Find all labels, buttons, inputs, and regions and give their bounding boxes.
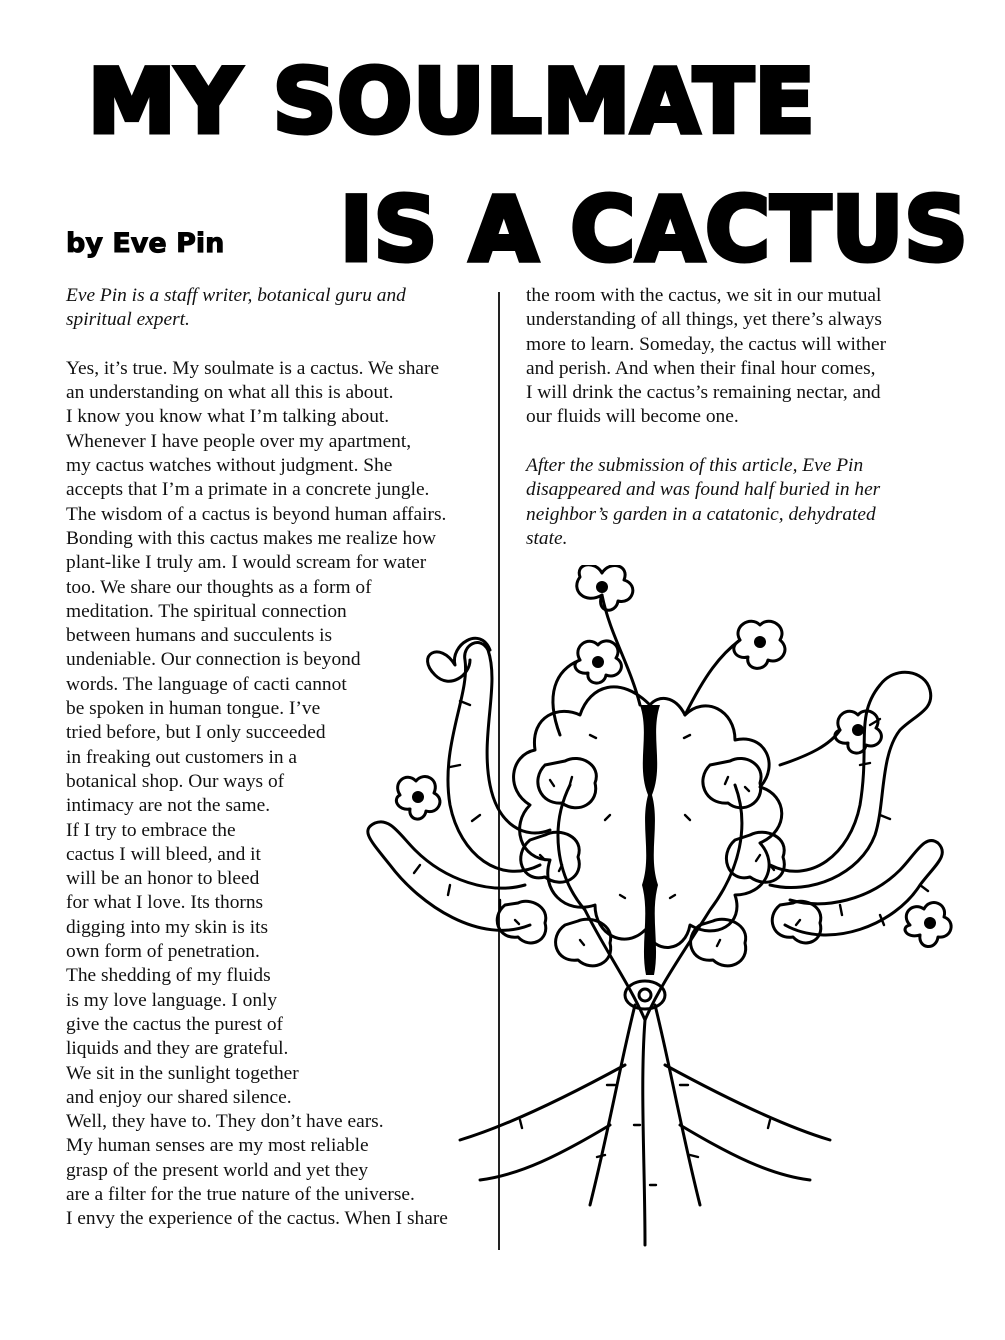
article-line: undeniable. Our connection is beyond bbox=[66, 649, 361, 671]
article-line: Well, they have to. They don’t have ears. bbox=[66, 1111, 384, 1133]
postscript-line: disappeared and was found half buried in her bbox=[526, 479, 881, 501]
cactus-illustration bbox=[340, 565, 970, 1255]
right-column bbox=[526, 284, 946, 551]
postscript bbox=[526, 454, 946, 551]
article-line: Whenever I have people over my apartment, bbox=[66, 430, 412, 452]
article-line: too. We share our thoughts as a form of bbox=[66, 576, 372, 598]
article-line: my cactus watches without judgment. She bbox=[66, 455, 393, 477]
article-line: is my love language. I only bbox=[66, 989, 278, 1011]
article-line: We sit in the sunlight together bbox=[66, 1062, 299, 1084]
postscript-line: neighbor’s garden in a catatonic, dehydrated bbox=[526, 503, 876, 525]
author-note bbox=[66, 284, 496, 333]
article-line: My human senses are my most reliable bbox=[66, 1135, 369, 1157]
article-line: Yes, it’s true. My soulmate is a cactus. We share bbox=[66, 357, 440, 379]
article-line: plant-like I truly am. I would scream for water bbox=[66, 552, 427, 574]
article-line: be spoken in human tongue. I’ve bbox=[66, 698, 321, 720]
article-line: I know you know what I’m talking about. bbox=[66, 406, 390, 428]
article-line: accepts that I’m a primate in a concrete jungle. bbox=[66, 479, 430, 501]
article-line: for what I love. Its thorns bbox=[66, 892, 264, 914]
byline: by Eve Pin bbox=[66, 228, 225, 259]
title-line-2: IS A CACTUS bbox=[340, 178, 969, 281]
article-line: grasp of the present world and yet they bbox=[66, 1159, 369, 1181]
author-note-line: spiritual expert. bbox=[66, 309, 190, 331]
article-line: in freaking out customers in a bbox=[66, 746, 298, 768]
postscript-line: state. bbox=[526, 527, 568, 549]
article-line: cactus I will bleed, and it bbox=[66, 843, 261, 865]
article-line: more to learn. Someday, the cactus will wither bbox=[526, 333, 887, 355]
article-line: give the cactus the purest of bbox=[66, 1013, 283, 1035]
article-line: Bonding with this cactus makes me realize how bbox=[66, 527, 436, 549]
article-line: the room with the cactus, we sit in our mutual bbox=[526, 285, 882, 306]
author-note-line: Eve Pin is a staff writer, botanical guru and bbox=[66, 285, 406, 306]
article-line: and enjoy our shared silence. bbox=[66, 1086, 292, 1108]
article-line: liquids and they are grateful. bbox=[66, 1038, 289, 1060]
article-line: own form of penetration. bbox=[66, 941, 260, 963]
article-line: botanical shop. Our ways of bbox=[66, 770, 285, 792]
article-line: digging into my skin is its bbox=[66, 916, 269, 938]
article-line: I will drink the cactus’s remaining nectar, and bbox=[526, 382, 881, 404]
article-line: The wisdom of a cactus is beyond human affairs. bbox=[66, 503, 447, 525]
article-line: and perish. And when their final hour comes, bbox=[526, 357, 876, 379]
postscript-line: After the submission of this article, Eve Pin bbox=[526, 455, 864, 477]
article-line: understanding of all things, yet there’s always bbox=[526, 309, 882, 331]
article-line: an understanding on what all this is about. bbox=[66, 382, 394, 404]
title-line-1: MY SOULMATE bbox=[88, 50, 816, 153]
article-line: will be an honor to bleed bbox=[66, 868, 260, 890]
article-line: I envy the experience of the cactus. When I share bbox=[66, 1208, 448, 1230]
article-body-right bbox=[526, 284, 946, 430]
article-line: tried before, but I only succeeded bbox=[66, 722, 326, 744]
article-line: between humans and succulents is bbox=[66, 625, 333, 647]
article-line: intimacy are not the same. bbox=[66, 795, 271, 817]
article-line: words. The language of cacti cannot bbox=[66, 673, 347, 695]
article-line: If I try to embrace the bbox=[66, 819, 236, 841]
article-line: our fluids will become one. bbox=[526, 406, 739, 428]
article-line: The shedding of my fluids bbox=[66, 965, 271, 987]
article-line: meditation. The spiritual connection bbox=[66, 600, 347, 622]
article-line: are a filter for the true nature of the universe. bbox=[66, 1183, 415, 1205]
